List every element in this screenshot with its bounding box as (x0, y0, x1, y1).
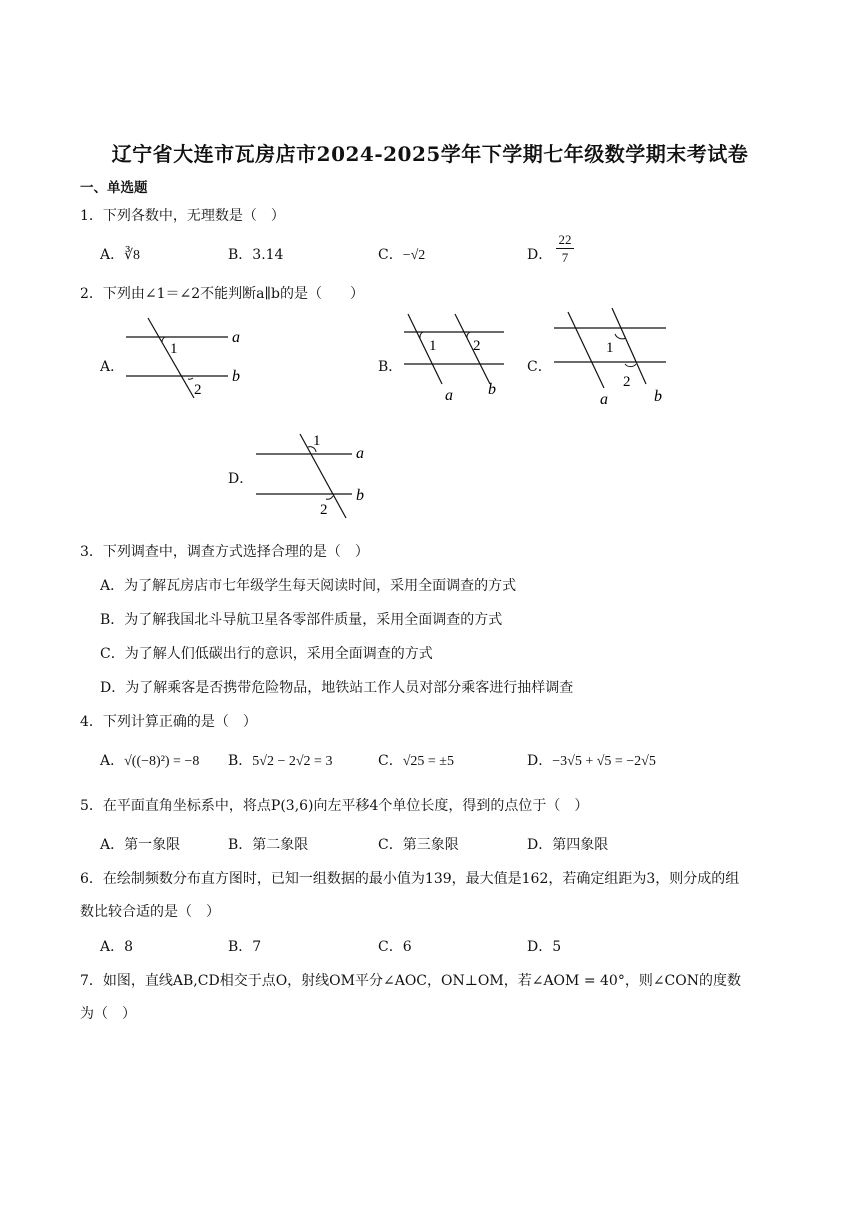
q1-option-d (527, 244, 552, 264)
q4-option-a-math: √((−8)²) = −8 (124, 754, 200, 769)
line-b-label: b (654, 388, 662, 405)
q2-option-a-label: A． (100, 359, 125, 375)
q4-option-c-math: √25 = ±5 (402, 754, 454, 769)
q2-option-b-label: B． (378, 359, 403, 375)
q3-option-b: B．为了解我国北斗导航卫星各零部件质量，采用全面调查的方式 (100, 612, 503, 628)
line-a-label: a (232, 329, 240, 346)
q1-fraction-numerator: 22 (556, 232, 574, 249)
q2-figure-c (548, 304, 672, 408)
q5-option-d: D．第四象限 (527, 837, 609, 853)
q4-option-c (378, 750, 454, 770)
line-b-label: b (488, 381, 496, 398)
q6-option-b: B．7 (228, 939, 262, 955)
q3-option-a: A．为了解瓦房店市七年级学生每天阅读时间，采用全面调查的方式 (100, 578, 517, 594)
question-6-stem-line2: 数比较合适的是（ ） (80, 904, 220, 920)
q2-figure-a (118, 316, 253, 400)
q1-option-c (378, 244, 425, 264)
q1-option-a-math: ∛8 (124, 248, 141, 263)
q1-fraction (556, 232, 574, 267)
angle-2-label: 2 (320, 502, 328, 518)
question-7-stem-line1: 7．如图，直线AB,CD相交于点O，射线OM平分∠AOC，ON⊥OM，若∠AOM = 40°，则∠CON的度数 (80, 973, 741, 989)
line-b-label: b (232, 368, 240, 385)
q2-figure-d (250, 428, 374, 520)
q1-fraction-denominator: 7 (561, 250, 569, 265)
q1-option-a (100, 244, 140, 264)
q2-figure-b (398, 308, 510, 404)
q4-option-b-math: 5√2 − 2√2 = 3 (252, 754, 333, 769)
angle-1-label: 1 (429, 338, 437, 354)
q6-option-d: D．5 (527, 939, 562, 955)
q1-option-a-label: A． (100, 247, 125, 263)
q1-option-b: B．3.14 (228, 247, 284, 263)
q4-option-b-label: B． (228, 753, 253, 769)
q4-option-d (527, 750, 656, 770)
line-a-label: a (600, 391, 608, 408)
question-2-stem: 2．下列由∠1＝∠2不能判断a∥b的是（ ） (80, 286, 364, 302)
question-7-stem-line2: 为（ ） (80, 1006, 136, 1022)
q6-option-c: C．6 (378, 939, 412, 955)
line-a-label: a (445, 387, 453, 404)
angle-1-label: 1 (313, 433, 321, 449)
angle-2-label: 2 (473, 338, 481, 354)
q1-option-d-label: D． (527, 247, 553, 263)
question-1-stem: 1．下列各数中，无理数是（ ） (80, 208, 285, 224)
angle-2-label: 2 (623, 374, 631, 390)
angle-1-label: 1 (606, 340, 614, 356)
q2-option-d-label: D． (228, 471, 254, 487)
question-4-stem: 4．下列计算正确的是（ ） (80, 714, 257, 730)
q6-option-a: A．8 (100, 939, 134, 955)
line-b-label: b (356, 487, 364, 504)
angle-2-label: 2 (194, 382, 202, 398)
q4-option-b (228, 750, 332, 770)
q4-option-a-label: A． (100, 753, 125, 769)
q1-option-c-label: C． (378, 247, 403, 263)
line-a-label: a (356, 445, 364, 462)
angle-1-label: 1 (170, 341, 178, 357)
section-heading: 一、单选题 (80, 180, 148, 196)
q3-option-d: D．为了解乘客是否携带危险物品，地铁站工作人员对部分乘客进行抽样调查 (100, 680, 574, 696)
q1-option-c-math: −√2 (402, 248, 426, 263)
q5-option-a: A．第一象限 (100, 837, 181, 853)
page-title: 辽宁省大连市瓦房店市2024-2025学年下学期七年级数学期末考试卷 (111, 142, 749, 166)
q3-option-c: C．为了解人们低碳出行的意识，采用全面调查的方式 (100, 646, 433, 662)
q4-option-d-label: D． (527, 753, 553, 769)
question-5-stem: 5．在平面直角坐标系中，将点P(3,6)向左平移4个单位长度，得到的点位于（ ） (80, 798, 589, 814)
q4-option-d-math: −3√5 + √5 = −2√5 (552, 754, 656, 769)
q4-option-c-label: C． (378, 753, 403, 769)
q4-option-a (100, 750, 199, 770)
question-6-stem-line1: 6．在绘制频数分布直方图时，已知一组数据的最小值为139，最大值是162，若确定组距为3，则分成的组 (80, 871, 740, 887)
q5-option-c: C．第三象限 (378, 837, 459, 853)
question-3-stem: 3．下列调查中，调查方式选择合理的是（ ） (80, 544, 369, 560)
q5-option-b: B．第二象限 (228, 837, 309, 853)
q2-option-c-label: C． (527, 359, 552, 375)
